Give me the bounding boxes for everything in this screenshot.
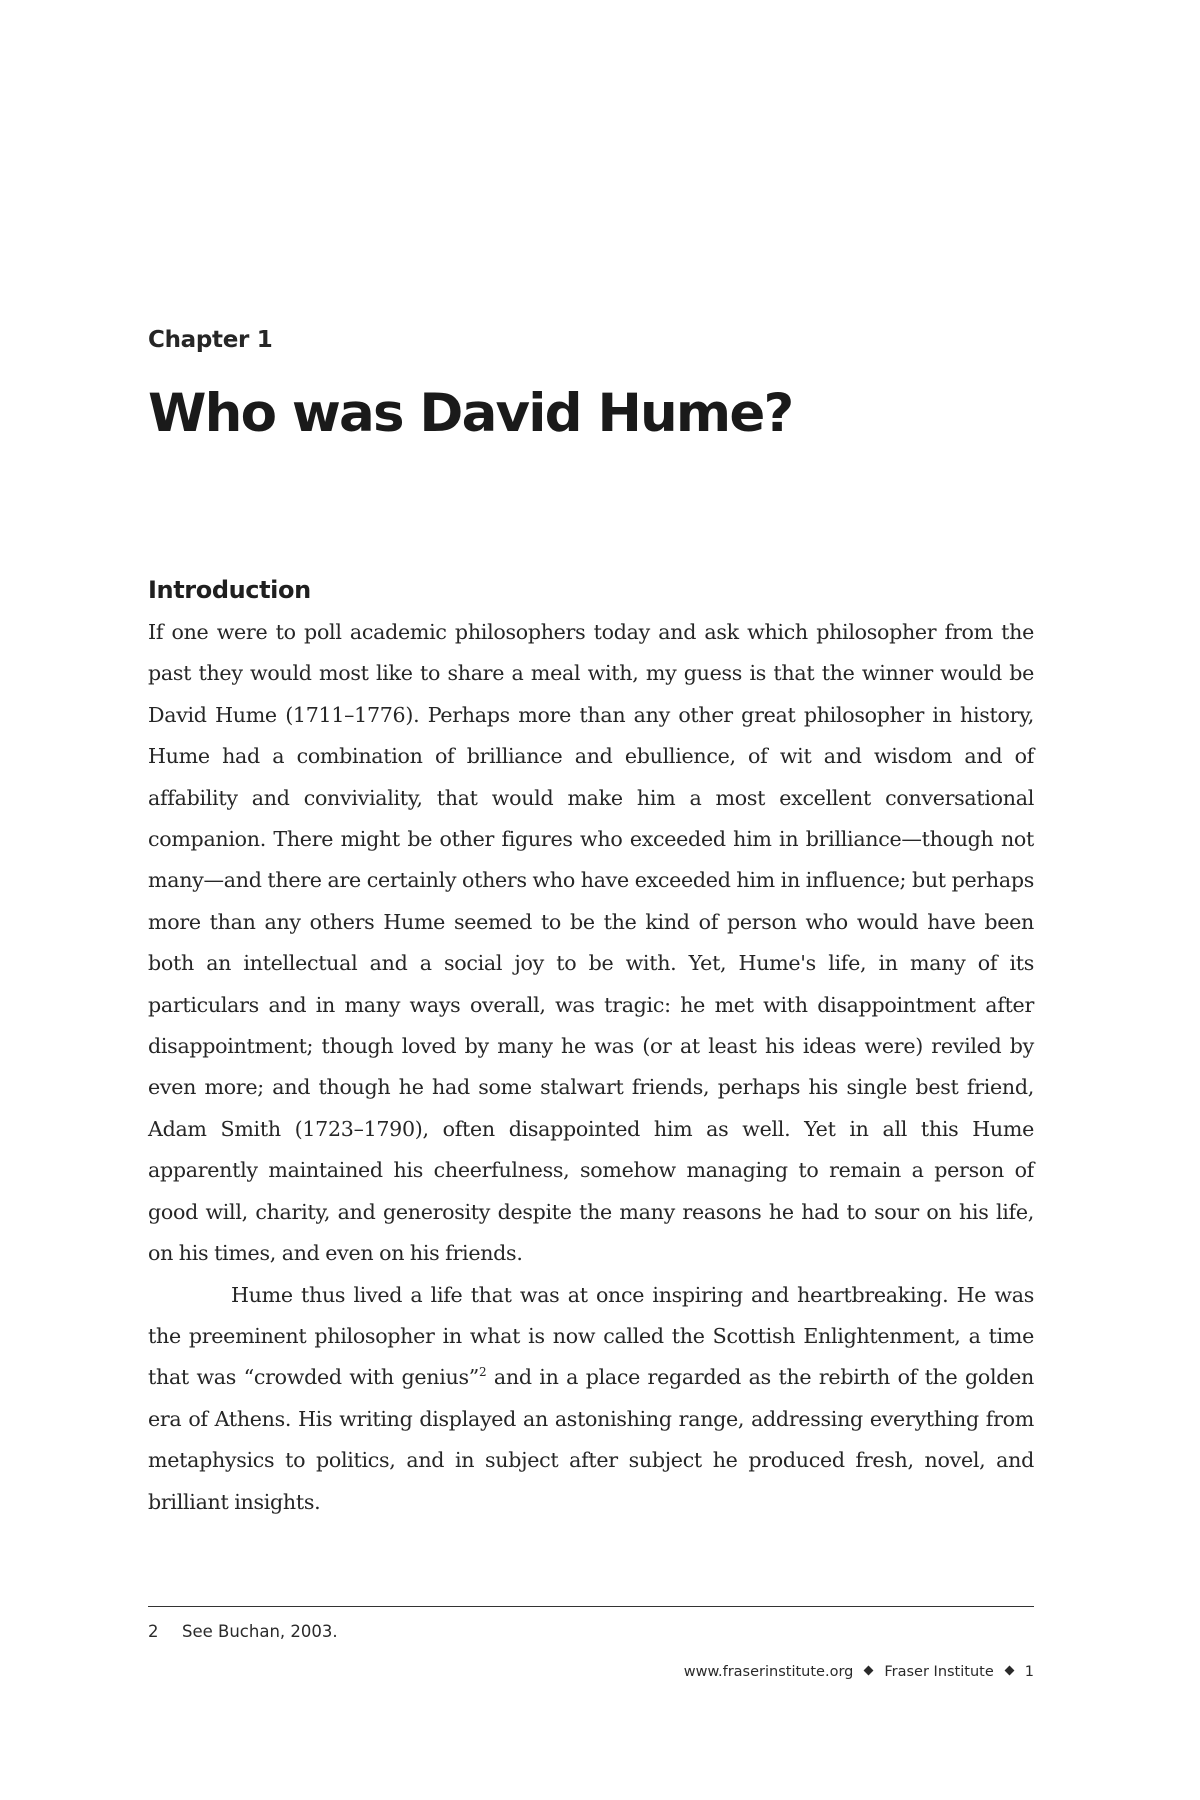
footer-publisher: Fraser Institute: [884, 1664, 994, 1680]
page-footer: [684, 1664, 1034, 1680]
paragraph-2-text-start: Hume thus lived a life that was at once inspiring and heartbreaking. He was the preeminent philosopher in what is now called the Scottish Enlightenment, a time that was “crowded with genius”: [148, 1282, 1034, 1390]
paragraph-2: [148, 1275, 1034, 1523]
body-text: [148, 612, 1034, 1523]
document-page: [148, 0, 1034, 1800]
footnote: [148, 1622, 338, 1641]
footnote-text: See Buchan, 2003.: [182, 1622, 338, 1641]
chapter-label: Chapter 1: [148, 327, 273, 353]
page-number: 1: [1024, 1664, 1034, 1680]
diamond-separator-icon: [864, 1666, 874, 1676]
footnote-number: 2: [148, 1622, 159, 1641]
footer-website[interactable]: www.fraserinstitute.org: [683, 1664, 854, 1680]
section-heading: Introduction: [148, 576, 311, 604]
paragraph-2-text-end: and in a place regarded as the rebirth of the golden era of Athens. His writing displayed an astonishing range, addressing everything from metaphysics to politics, and in subject after subject he produced fresh, novel, and brilliant insights.: [148, 1365, 1034, 1514]
diamond-separator-icon: [1004, 1666, 1014, 1676]
footnote-divider: [148, 1606, 1034, 1607]
footnote-reference[interactable]: 2: [478, 1365, 487, 1380]
chapter-title: Who was David Hume?: [148, 383, 793, 444]
paragraph-1: If one were to poll academic philosophers today and ask which philosopher from the past they would most like to share a meal with, my guess is that the winner would be David Hume (1711–1776). Perhaps more than any other great philosopher in history, Hume had a combination of brilliance and ebullience, of wit and wisdom and of affability and conviviality, that would make him a most excellent conversational companion. There might be other figures who exceeded him in brilliance—though not many—and there are certainly others who have exceeded him in influence; but perhaps more than any others Hume seemed to be the kind of person who would have been both an intellectual and a social joy to be with. Yet, Hume's life, in many of its particulars and in many ways overall, was tragic: he met with disappointment after disappointment; though loved by many he was (or at least his ideas were) reviled by even more; and though he had some stalwart friends, perhaps his single best friend, Adam Smith (1723–1790), often disappointed him as well. Yet in all this Hume apparently maintained his cheerfulness, somehow managing to remain a person of good will, charity, and generosity despite the many reasons he had to sour on his life, on his times, and even on his friends.: [148, 620, 1034, 1266]
